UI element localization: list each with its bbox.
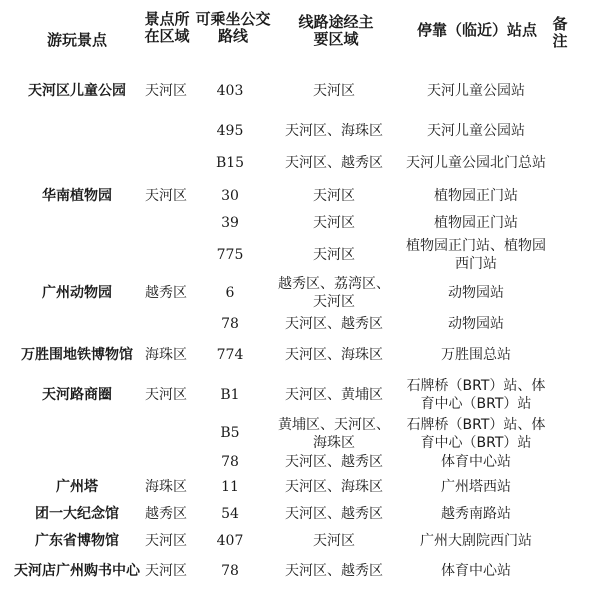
- spot-name: 天河路商圈: [42, 387, 112, 403]
- district: 越秀区: [145, 285, 187, 301]
- route-areas: 天河区、越秀区: [285, 454, 383, 470]
- stop-name: 广州塔西站: [441, 479, 511, 495]
- spot-name: 华南植物园: [42, 188, 112, 204]
- stop-name: 天河儿童公园北门总站: [406, 155, 546, 171]
- stop-name: 植物园正门站: [434, 215, 518, 231]
- stop-name: 体育中心站: [441, 454, 511, 470]
- bus-line: 403: [216, 83, 244, 99]
- bus-line: 54: [221, 506, 239, 522]
- route-areas: 黄埔区、天河区、海珠区: [278, 417, 390, 451]
- bus-line: 78: [221, 563, 239, 579]
- bus-line: B15: [215, 155, 245, 171]
- district: 越秀区: [145, 506, 187, 522]
- header-district: 景点所在区域: [144, 10, 190, 45]
- stop-name: 动物园站: [448, 316, 504, 332]
- spot-name: 天河店广州购书中心: [14, 563, 140, 579]
- spot-name: 天河区儿童公园: [28, 83, 126, 99]
- stop-name: 天河儿童公园站: [427, 123, 525, 139]
- route-areas: 天河区: [313, 188, 355, 204]
- stop-name: 体育中心站: [441, 563, 511, 579]
- header-stops: 停靠（临近）站点: [416, 21, 537, 39]
- route-areas: 天河区: [313, 83, 355, 99]
- stop-name: 越秀南路站: [441, 506, 511, 522]
- stop-name: 植物园正门站、植物园西门站: [406, 238, 546, 272]
- route-areas: 天河区、黄埔区: [285, 387, 383, 403]
- bus-line: 30: [221, 188, 239, 204]
- spot-name: 广东省博物馆: [35, 533, 119, 549]
- route-areas: 天河区、越秀区: [285, 316, 383, 332]
- bus-line: 775: [216, 247, 244, 263]
- header-notes: 备注: [552, 15, 568, 50]
- stop-name: 植物园正门站: [434, 188, 518, 204]
- route-areas: 天河区: [313, 215, 355, 231]
- bus-line: 39: [221, 215, 239, 231]
- stop-name: 广州大剧院西门站: [420, 533, 532, 549]
- bus-line: 78: [221, 316, 239, 332]
- header-route-areas: 线路途经主要区域: [298, 13, 374, 48]
- district: 天河区: [145, 188, 187, 204]
- bus-line: 78: [221, 454, 239, 470]
- spot-name: 广州动物园: [42, 285, 112, 301]
- route-areas: 天河区、海珠区: [285, 479, 383, 495]
- district: 天河区: [145, 387, 187, 403]
- district: 天河区: [145, 83, 187, 99]
- district: 海珠区: [145, 479, 187, 495]
- route-areas: 天河区: [313, 247, 355, 263]
- header-bus-lines: 可乘坐公交路线: [195, 10, 271, 45]
- district: 海珠区: [145, 347, 187, 363]
- district: 天河区: [145, 533, 187, 549]
- route-areas: 越秀区、荔湾区、天河区: [278, 276, 390, 310]
- route-areas: 天河区、越秀区: [285, 506, 383, 522]
- route-areas: 天河区: [313, 533, 355, 549]
- stop-name: 万胜围总站: [441, 347, 511, 363]
- spot-name: 万胜围地铁博物馆: [21, 347, 133, 363]
- spot-name: 广州塔: [56, 479, 98, 495]
- bus-line: 407: [216, 533, 244, 549]
- stop-name: 天河儿童公园站: [427, 83, 525, 99]
- stop-name: 动物园站: [448, 285, 504, 301]
- route-areas: 天河区、越秀区: [285, 155, 383, 171]
- stop-name: 石牌桥（BRT）站、体育中心（BRT）站: [406, 417, 546, 451]
- bus-line: 11: [221, 479, 239, 495]
- header-spot: 游玩景点: [46, 31, 107, 49]
- district: 天河区: [145, 563, 187, 579]
- bus-line: B5: [220, 425, 240, 441]
- bus-line: 495: [216, 123, 244, 139]
- bus-line: 6: [225, 285, 235, 301]
- bus-line: 774: [216, 347, 244, 363]
- spot-name: 团一大纪念馆: [35, 506, 119, 522]
- stop-name: 石牌桥（BRT）站、体育中心（BRT）站: [406, 378, 546, 412]
- route-areas: 天河区、海珠区: [285, 123, 383, 139]
- bus-line: B1: [220, 387, 240, 403]
- route-areas: 天河区、越秀区: [285, 563, 383, 579]
- route-areas: 天河区、海珠区: [285, 347, 383, 363]
